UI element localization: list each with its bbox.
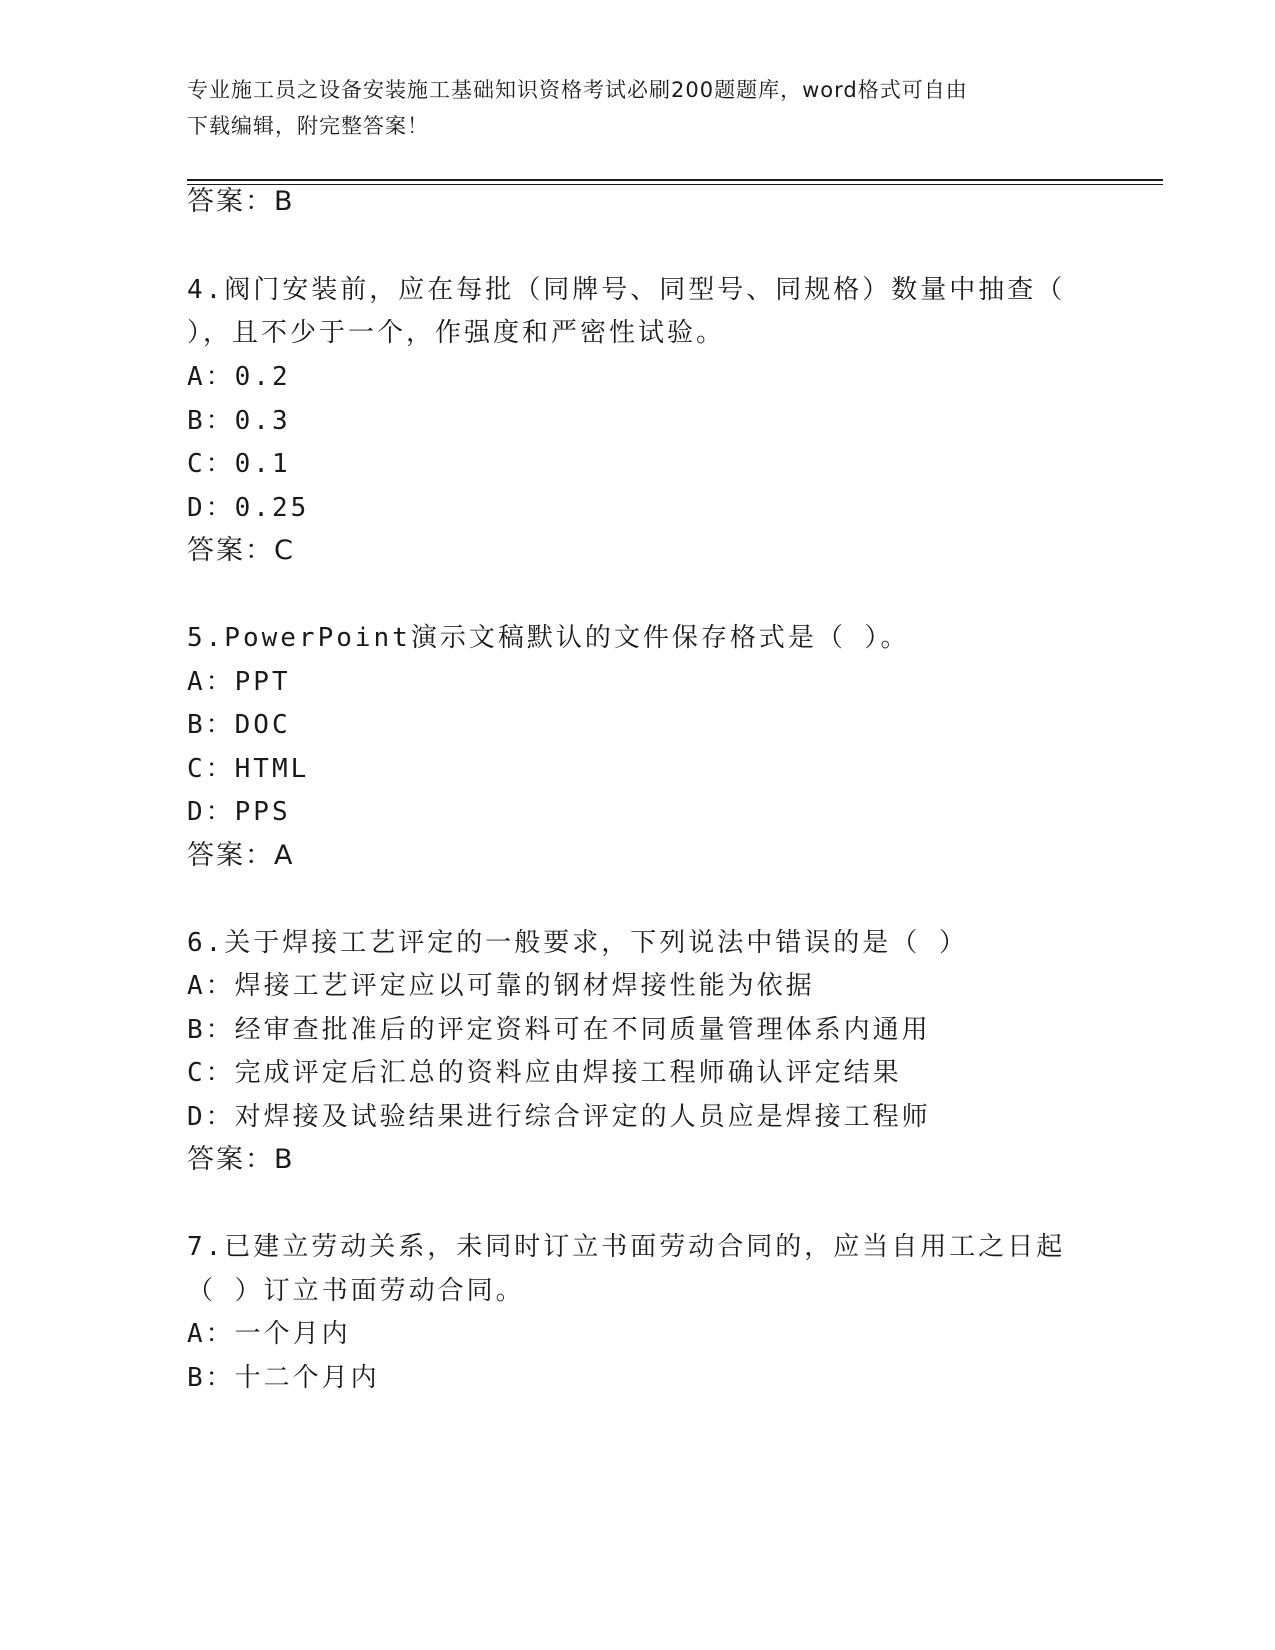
question-6-answer: 答案：B [187, 1144, 295, 1175]
question-6-stem-line-1: 6.关于焊接工艺评定的一般要求，下列说法中错误的是（ ） [187, 928, 968, 958]
header-divider-thick [187, 179, 1163, 181]
question-7-option-a: A：一个月内 [187, 1319, 351, 1349]
header-line-1: 专业施工员之设备安装施工基础知识资格考试必刷200题题库，word格式可自由 [187, 78, 968, 102]
header-line-2: 下载编辑，附完整答案！ [187, 114, 429, 138]
question-5-option-b: B：DOC [187, 710, 291, 740]
question-5-stem-line-1: 5.PowerPoint演示文稿默认的文件保存格式是（ ）。 [187, 623, 910, 653]
question-7-stem-line-2: （ ）订立书面劳动合同。 [187, 1276, 525, 1306]
question-4-option-d: D：0.25 [187, 493, 310, 523]
document-header [187, 72, 1087, 144]
question-6-option-d: D：对焊接及试验结果进行综合评定的人员应是焊接工程师 [187, 1102, 931, 1132]
question-5-option-d: D：PPS [187, 797, 291, 827]
question-6-option-b: B：经审查批准后的评定资料可在不同质量管理体系内通用 [187, 1015, 931, 1045]
question-5-answer: 答案：A [187, 840, 295, 871]
previous-answer: 答案：B [187, 186, 295, 217]
question-7-option-b: B：十二个月内 [187, 1363, 380, 1393]
question-7-stem-line-1: 7.已建立劳动关系，未同时订立书面劳动合同的，应当自用工之日起 [187, 1232, 1066, 1262]
question-4-stem-line-1: 4.阀门安装前，应在每批（同牌号、同型号、同规格）数量中抽查（ [187, 275, 1066, 305]
question-6-option-a: A：焊接工艺评定应以可靠的钢材焊接性能为依据 [187, 971, 815, 1001]
question-5-option-c: C：HTML [187, 754, 310, 784]
question-4-option-c: C：0.1 [187, 449, 291, 479]
question-4-answer: 答案：C [187, 535, 295, 566]
header-divider-thin [187, 184, 1163, 185]
question-4-option-a: A：0.2 [187, 362, 291, 392]
question-4-stem-line-2: ），且不少于一个，作强度和严密性试验。 [187, 318, 726, 348]
question-5-option-a: A：PPT [187, 667, 291, 697]
question-4-option-b: B：0.3 [187, 406, 291, 436]
question-6-option-c: C：完成评定后汇总的资料应由焊接工程师确认评定结果 [187, 1058, 902, 1088]
